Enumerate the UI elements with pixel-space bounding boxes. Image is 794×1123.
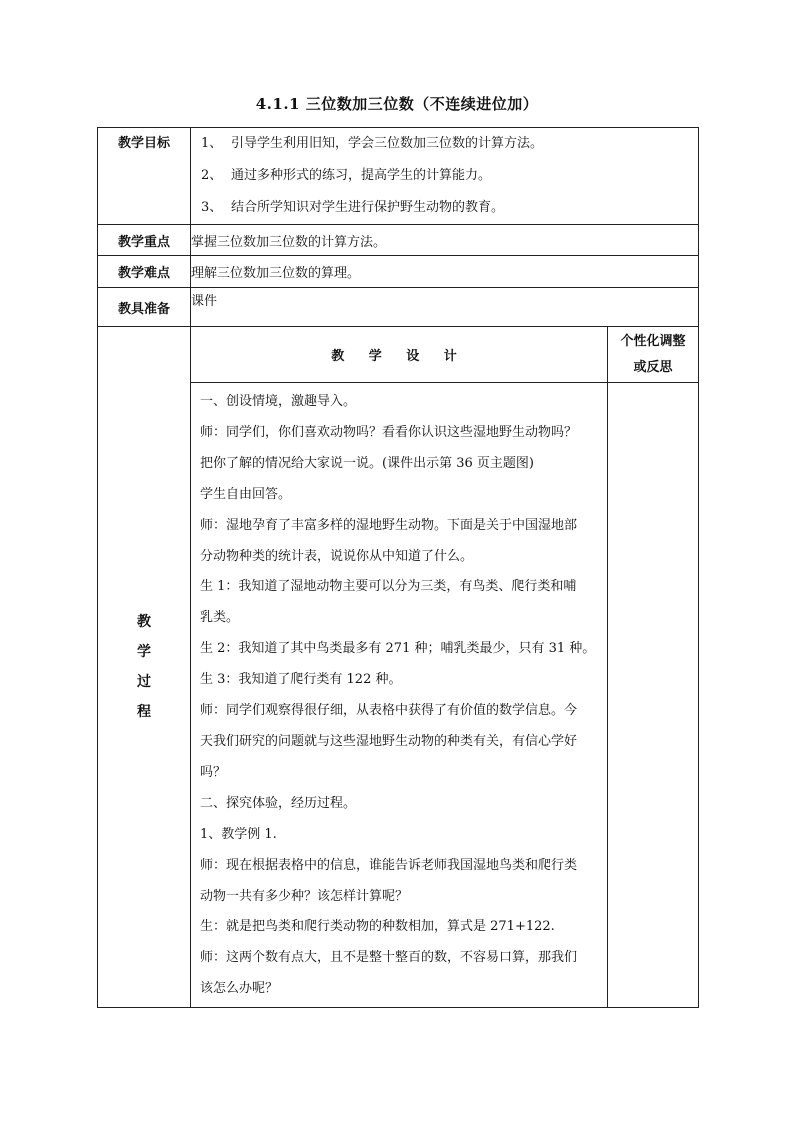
design-line: 1、教学例 1. bbox=[200, 826, 277, 842]
goal-number: 2、 bbox=[201, 168, 223, 183]
adjust-header-line: 或反思 bbox=[633, 359, 673, 375]
design-header: 教 学 设 计 bbox=[191, 327, 608, 383]
design-line: 乳类。 bbox=[200, 610, 240, 626]
process-header-row bbox=[98, 327, 699, 383]
design-line: 师：湿地孕育了丰富多样的湿地野生动物。下面是关于中国湿地部 bbox=[200, 517, 578, 533]
process-label-char: 过 bbox=[137, 674, 151, 691]
design-line: 一、创设情境，激趣导入。 bbox=[200, 394, 357, 409]
adjust-content bbox=[608, 383, 699, 1008]
design-line: 生 1：我知道了湿地动物主要可以分为三类，有鸟类、爬行类和哺 bbox=[200, 579, 577, 595]
design-line: 师：同学们，你们喜欢动物吗？看看你认识这些湿地野生动物吗？ bbox=[200, 424, 578, 440]
difficulties-text: 理解三位数加三位数的算理。 bbox=[191, 256, 699, 288]
process-label-char: 教 bbox=[137, 614, 151, 631]
key-points-label: 教学重点 bbox=[98, 225, 191, 256]
adjust-header bbox=[608, 327, 699, 383]
process-label-char: 学 bbox=[137, 644, 151, 661]
goal-text: 通过多种形式的练习，提高学生的计算能力。 bbox=[231, 168, 492, 183]
goal-number: 3、 bbox=[201, 200, 223, 215]
tools-text: 课件 bbox=[191, 288, 699, 327]
process-label-char: 程 bbox=[137, 704, 151, 721]
difficulties-row bbox=[98, 256, 699, 288]
design-line: 该怎么办呢？ bbox=[200, 981, 279, 997]
design-line: 师：这两个数有点大，且不是整十整百的数，不容易口算，那我们 bbox=[200, 950, 578, 966]
design-line: 生 2：我知道了其中鸟类最多有 271 种；哺乳类最少，只有 31 种。 bbox=[200, 641, 596, 657]
key-points-text: 掌握三位数加三位数的计算方法。 bbox=[191, 225, 699, 256]
page-title: 4.1.1 三位数加三位数（不连续进位加） bbox=[255, 95, 539, 113]
goal-item bbox=[191, 128, 698, 160]
design-line: 师：现在根据表格中的信息，谁能告诉老师我国湿地鸟类和爬行类 bbox=[200, 857, 578, 873]
goal-text: 引导学生利用旧知，学会三位数加三位数的计算方法。 bbox=[231, 136, 544, 151]
goals-label: 教学目标 bbox=[98, 128, 191, 225]
design-content bbox=[191, 383, 608, 1008]
difficulties-label: 教学难点 bbox=[98, 256, 191, 288]
goal-item bbox=[191, 192, 698, 224]
process-label bbox=[98, 327, 191, 1008]
design-line: 生：就是把鸟类和爬行类动物的种数相加，算式是 271+122. bbox=[200, 919, 555, 935]
design-line: 吗？ bbox=[200, 764, 227, 780]
key-points-row bbox=[98, 225, 699, 256]
design-line: 二、探究体验，经历过程。 bbox=[200, 795, 357, 811]
design-line: 师：同学们观察得很仔细，从表格中获得了有价值的数学信息。今 bbox=[200, 703, 578, 719]
design-line: 学生自由回答。 bbox=[200, 486, 292, 502]
goal-number: 1、 bbox=[201, 136, 223, 151]
goals-row bbox=[98, 128, 699, 225]
adjust-header-line: 个性化调整 bbox=[620, 333, 686, 349]
goal-item bbox=[191, 160, 698, 192]
lesson-plan-table bbox=[97, 127, 699, 1008]
design-line: 把你了解的情况给大家说一说。(课件出示第 36 页主题图) bbox=[200, 455, 534, 471]
tools-row bbox=[98, 288, 699, 327]
design-line: 生 3：我知道了爬行类有 122 种。 bbox=[200, 672, 402, 688]
design-line: 分动物种类的统计表，说说你从中知道了什么。 bbox=[200, 548, 474, 564]
goals-cell bbox=[191, 128, 699, 225]
tools-label: 教具准备 bbox=[98, 288, 191, 327]
design-line: 动物一共有多少种？该怎样计算呢？ bbox=[200, 888, 409, 904]
design-line: 天我们研究的问题就与这些湿地野生动物的种类有关，有信心学好 bbox=[200, 733, 578, 749]
goal-text: 结合所学知识对学生进行保护野生动物的教育。 bbox=[231, 200, 505, 215]
